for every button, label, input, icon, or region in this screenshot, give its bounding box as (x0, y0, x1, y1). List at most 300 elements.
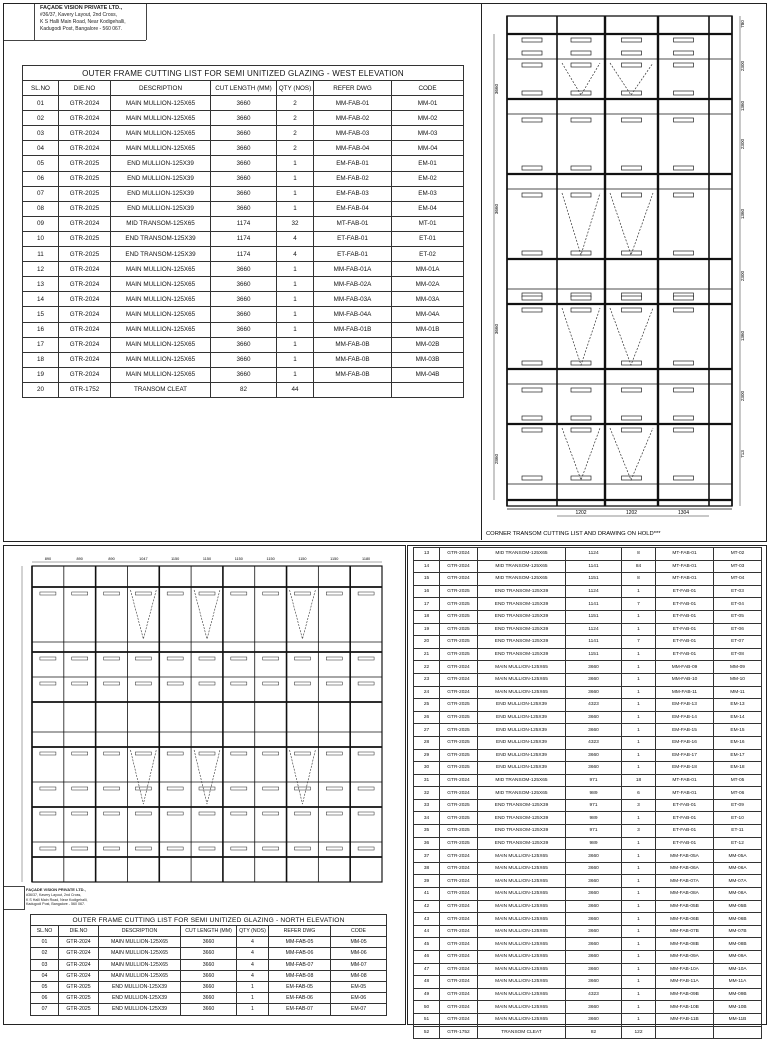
opening-diagonal (562, 308, 600, 365)
table-row (414, 787, 762, 800)
table-cell: 3660 (181, 981, 237, 992)
table-cell: MAIN MULLION-125X65 (478, 1013, 566, 1026)
table-cell: MAIN MULLION-125X65 (111, 96, 211, 111)
table-cell: 3660 (211, 186, 277, 201)
table-cell: MM-03 (392, 126, 464, 141)
table-row (23, 322, 464, 337)
title-block-logo-area (4, 886, 25, 910)
fixing-slot (674, 416, 694, 420)
table-row (414, 875, 762, 888)
table-cell (656, 1026, 714, 1039)
table-cell: MT-FAB-01 (656, 573, 714, 586)
table-cell: EM-04 (392, 201, 464, 216)
fixing-slot (622, 118, 642, 122)
opening-diagonal (194, 590, 220, 639)
table-cell: END MULLION-125X39 (99, 993, 181, 1004)
table-cell: GTR-2024 (440, 673, 478, 686)
table-cell: ET-12 (714, 837, 762, 850)
table-cell: 1 (622, 812, 656, 825)
table-cell: 3660 (566, 673, 622, 686)
table-cell: GTR-2024 (440, 925, 478, 938)
table-cell: MAIN MULLION-125X65 (111, 352, 211, 367)
table-cell: ET-06 (714, 623, 762, 636)
west-elevation-sheet (3, 3, 767, 542)
opening-diagonal (562, 428, 600, 480)
fixing-slot (263, 657, 279, 660)
column-header: DESCRIPTION (111, 81, 211, 96)
table-cell: 34 (414, 812, 440, 825)
fixing-slot (358, 752, 374, 755)
dimension-label: 2300 (740, 390, 745, 402)
table-row (414, 774, 762, 787)
table-cell: 989 (566, 787, 622, 800)
table-cell: GTR-2024 (440, 963, 478, 976)
table-cell: 04 (23, 141, 59, 156)
dimension-label: 3660 (494, 83, 499, 95)
table-cell: MM-04 (392, 141, 464, 156)
table-cell: GTR-2024 (440, 913, 478, 926)
table-cell: 11 (23, 247, 59, 262)
dimension-label: 1150 (171, 557, 180, 561)
table-row (31, 1004, 387, 1015)
table-cell: GTR-2024 (59, 948, 99, 959)
table-cell: 4323 (566, 699, 622, 712)
table-cell: MM-FAB-07 (269, 959, 331, 970)
table-row (31, 959, 387, 970)
column-header: SL.NO (23, 81, 59, 96)
opening-diagonal (290, 590, 316, 639)
table-row (414, 825, 762, 838)
table-cell: 03 (31, 959, 59, 970)
fixing-slot (199, 592, 215, 595)
dimension-label: 1150 (266, 557, 275, 561)
table-cell: ET-FAB-01 (656, 610, 714, 623)
fixing-slot (294, 682, 310, 685)
table-row (23, 262, 464, 277)
table-cell: MM-04A (392, 307, 464, 322)
fixing-slot (104, 847, 120, 850)
dimension-label: 3660 (494, 203, 499, 215)
table-cell: GTR-2025 (59, 981, 99, 992)
table-cell: GTR-2025 (59, 993, 99, 1004)
table-cell: END MULLION-125X39 (111, 156, 211, 171)
fixing-slot (358, 682, 374, 685)
fixing-slot (167, 752, 183, 755)
table-cell: MT-01 (392, 216, 464, 231)
column-header: CUT LENGTH (MM) (211, 81, 277, 96)
table-row (414, 636, 762, 649)
table-cell: 3660 (566, 711, 622, 724)
fixing-slot (135, 682, 151, 685)
table-row (414, 850, 762, 863)
table-cell: END TRANSOM-125X39 (111, 231, 211, 246)
opening-diagonal (562, 63, 600, 95)
fixing-slot (358, 812, 374, 815)
table-row (414, 610, 762, 623)
table-row (23, 352, 464, 367)
table-cell: 32 (277, 216, 314, 231)
table-cell: MM-10A (714, 963, 762, 976)
fixing-slot (622, 428, 642, 432)
dimension-label: 1360 (740, 330, 745, 342)
dimension-label: 3660 (494, 323, 499, 335)
fixing-slot (104, 752, 120, 755)
fixing-slot (40, 787, 56, 790)
table-row (414, 976, 762, 989)
dimension-label: 1304 (677, 510, 690, 516)
table-row (23, 277, 464, 292)
table-cell: GTR-2024 (440, 686, 478, 699)
table-cell: MM-FAB-06 (269, 948, 331, 959)
fixing-slot (522, 193, 542, 197)
dimension-label: 890 (44, 557, 52, 561)
fixing-slot (72, 657, 88, 660)
table-cell: 06 (31, 993, 59, 1004)
table-cell: GTR-2024 (59, 970, 99, 981)
table-row (23, 126, 464, 141)
fixing-slot (571, 416, 591, 420)
table-cell: MAIN MULLION-125X65 (111, 126, 211, 141)
table-cell: 3660 (211, 171, 277, 186)
table-cell: 44 (277, 382, 314, 397)
table-cell: MM-08A (714, 888, 762, 901)
table-cell: 46 (414, 951, 440, 964)
fixing-slot (622, 308, 642, 312)
table-cell: EM-13 (714, 699, 762, 712)
table-row (414, 711, 762, 724)
table-cell: 1 (622, 951, 656, 964)
table-cell: 3660 (566, 862, 622, 875)
table-cell: 3660 (566, 686, 622, 699)
fixing-slot (40, 752, 56, 755)
fixing-slot (294, 787, 310, 790)
fixing-slot (622, 38, 642, 42)
table-cell: EM-FAB-03 (314, 186, 392, 201)
fixing-slot (571, 428, 591, 432)
fixing-slot (522, 91, 542, 95)
table-cell: MM-FAB-05 (269, 937, 331, 948)
table-cell: 8 (622, 548, 656, 561)
fixing-slot (231, 752, 247, 755)
table-cell: 04 (31, 970, 59, 981)
header-divider-vertical (146, 4, 147, 40)
table-cell: GTR-2025 (440, 623, 478, 636)
table-cell: 19 (414, 623, 440, 636)
table-cell: 2 (277, 96, 314, 111)
table-cell: 29 (414, 749, 440, 762)
fixing-slot (104, 657, 120, 660)
table-row (414, 673, 762, 686)
table-cell: GTR-1752 (440, 1026, 478, 1039)
table-cell: 3660 (211, 111, 277, 126)
table-title: OUTER FRAME CUTTING LIST FOR SEMI UNITIZED GLAZING - NORTH ELEVATION (31, 915, 387, 926)
table-cell: 3660 (211, 126, 277, 141)
fixing-slot (571, 118, 591, 122)
table-cell: MM-02A (392, 277, 464, 292)
table-row (414, 1013, 762, 1026)
fixing-slot (72, 752, 88, 755)
table-cell: MM-FAB-11A (656, 976, 714, 989)
table-cell: 1 (622, 749, 656, 762)
table-cell: 18 (622, 774, 656, 787)
table-cell: GTR-2024 (59, 959, 99, 970)
table-cell: 4 (277, 247, 314, 262)
fixing-slot (674, 193, 694, 197)
table-row (23, 96, 464, 111)
fixing-slot (522, 51, 542, 55)
table-cell: EM-FAB-15 (656, 724, 714, 737)
table-cell: 1 (622, 925, 656, 938)
table-cell: EM-FAB-06 (269, 993, 331, 1004)
fixing-slot (571, 193, 591, 197)
table-cell: ET-FAB-01 (656, 799, 714, 812)
column-header: REFER DWG (314, 81, 392, 96)
table-cell: MT-FAB-01 (656, 787, 714, 800)
table-cell: MAIN MULLION-125X65 (478, 888, 566, 901)
fixing-slot (231, 787, 247, 790)
table-row (414, 938, 762, 951)
table-cell: GTR-2024 (440, 951, 478, 964)
fixing-slot (72, 847, 88, 850)
table-cell: 47 (414, 963, 440, 976)
table-cell: END TRANSOM-125X39 (478, 812, 566, 825)
table-cell: EM-FAB-17 (656, 749, 714, 762)
table-cell (392, 382, 464, 397)
table-cell: 1 (622, 648, 656, 661)
table-row (414, 925, 762, 938)
company-name: FAÇADE VISION PRIVATE LTD., (40, 5, 123, 11)
table-row (414, 799, 762, 812)
header-divider (34, 40, 146, 41)
table-cell: END TRANSOM-125X39 (478, 610, 566, 623)
table-cell: 3660 (211, 96, 277, 111)
table-cell: MM-07 (331, 959, 387, 970)
table-cell: 4323 (566, 736, 622, 749)
table-cell: GTR-2024 (440, 900, 478, 913)
facade-outline (32, 566, 382, 882)
table-cell: ET-FAB-01 (314, 231, 392, 246)
table-cell: 13 (23, 277, 59, 292)
fixing-slot (167, 787, 183, 790)
table-cell: MM-FAB-04A (314, 307, 392, 322)
table-cell: 02 (31, 948, 59, 959)
table-row (414, 837, 762, 850)
table-row (414, 598, 762, 611)
table-cell: MID TRANSOM-125X65 (478, 548, 566, 561)
table-row (414, 1001, 762, 1014)
table-cell: MM-01A (392, 262, 464, 277)
north-elevation-cutting-list-table (30, 914, 387, 1016)
dimension-label: 780 (740, 20, 745, 28)
table-row (414, 1026, 762, 1039)
fixing-slot (40, 847, 56, 850)
table-cell: GTR-2024 (440, 988, 478, 1001)
column-header: CODE (392, 81, 464, 96)
table-cell: GTR-2024 (440, 938, 478, 951)
table-title: OUTER FRAME CUTTING LIST FOR SEMI UNITIZED GLAZING - WEST ELEVATION (23, 66, 464, 81)
column-header: DIE.NO (59, 926, 99, 937)
column-header: QTY (NOS) (277, 81, 314, 96)
table-cell: 989 (566, 837, 622, 850)
table-cell: 3660 (566, 938, 622, 951)
table-cell: MAIN MULLION-125X65 (478, 661, 566, 674)
table-cell: GTR-2024 (440, 888, 478, 901)
fixing-slot (167, 847, 183, 850)
table-cell: 24 (414, 686, 440, 699)
table-cell: MAIN MULLION-125X65 (478, 862, 566, 875)
fixing-slot (674, 91, 694, 95)
table-cell: MM-05A (714, 850, 762, 863)
table-cell: MID TRANSOM-125X65 (478, 560, 566, 573)
table-cell: ET-FAB-01 (656, 598, 714, 611)
table-cell: END MULLION-125X39 (478, 724, 566, 737)
table-cell: 1124 (566, 548, 622, 561)
fixing-slot (199, 847, 215, 850)
table-cell: MT-03 (714, 560, 762, 573)
fixing-slot (104, 682, 120, 685)
table-cell: MM-02 (392, 111, 464, 126)
table-cell: MID TRANSOM-125X65 (478, 774, 566, 787)
west-elevation-drawing (482, 4, 766, 540)
company-address-line: #36/37, Kavery Layout, 2nd Cross, (40, 12, 117, 18)
table-cell: 23 (414, 673, 440, 686)
table-cell: 3660 (566, 963, 622, 976)
dimension-label: 2300 (740, 138, 745, 150)
table-cell: EM-FAB-16 (656, 736, 714, 749)
table-cell: 3660 (566, 661, 622, 674)
table-cell: GTR-2025 (59, 156, 111, 171)
table-cell: 3660 (211, 292, 277, 307)
table-cell: MT-06 (714, 787, 762, 800)
table-cell: MM-FAB-01A (314, 262, 392, 277)
fixing-slot (571, 296, 591, 300)
table-cell: 1 (237, 1004, 269, 1015)
table-cell: ET-FAB-01 (656, 812, 714, 825)
table-cell: GTR-2025 (440, 598, 478, 611)
table-row (23, 231, 464, 246)
table-cell: 7 (622, 598, 656, 611)
dimension-label: 890 (76, 557, 83, 561)
table-cell: 41 (414, 888, 440, 901)
table-cell: MM-06B (714, 913, 762, 926)
fixing-slot (263, 847, 279, 850)
table-cell: MM-FAB-01B (314, 322, 392, 337)
table-cell: 33 (414, 799, 440, 812)
fixing-slot (294, 812, 310, 815)
table-cell: EM-FAB-07 (269, 1004, 331, 1015)
table-cell: MM-FAB-07A (656, 875, 714, 888)
company-header (40, 5, 126, 33)
table-cell: MAIN MULLION-125X65 (478, 976, 566, 989)
fixing-slot (231, 682, 247, 685)
table-cell: EM-17 (714, 749, 762, 762)
table-cell: 49 (414, 988, 440, 1001)
table-cell: MAIN MULLION-125X65 (111, 111, 211, 126)
table-row (31, 970, 387, 981)
table-row (414, 951, 762, 964)
table-cell: 52 (414, 1026, 440, 1039)
table-cell: MAIN MULLION-125X65 (478, 925, 566, 938)
table-cell: 1 (622, 938, 656, 951)
table-cell: ET-FAB-01 (656, 636, 714, 649)
table-cell: 1 (622, 1013, 656, 1026)
company-address-line: Kadugodi Post, Bangalore - 560 067. (26, 902, 85, 907)
table-cell: MAIN MULLION-125X65 (478, 951, 566, 964)
table-cell: MT-FAB-01 (656, 774, 714, 787)
table-cell: END MULLION-125X39 (478, 736, 566, 749)
column-header: CUT LENGTH (MM) (181, 926, 237, 937)
table-cell: MT-02 (714, 548, 762, 561)
fixing-slot (571, 388, 591, 392)
table-cell: MM-07A (714, 875, 762, 888)
table-cell: 27 (414, 724, 440, 737)
table-cell: GTR-2024 (440, 573, 478, 586)
dimension-label: 890 (108, 557, 115, 561)
table-cell: GTR-2024 (440, 862, 478, 875)
table-cell: 02 (23, 111, 59, 126)
table-cell: EM-FAB-01 (314, 156, 392, 171)
table-cell: 3660 (181, 993, 237, 1004)
table-row (414, 888, 762, 901)
table-cell: 1 (622, 724, 656, 737)
table-row (414, 623, 762, 636)
fixing-slot (231, 657, 247, 660)
table-cell: 51 (414, 1013, 440, 1026)
table-cell: GTR-2025 (59, 247, 111, 262)
fixing-slot (263, 682, 279, 685)
table-cell: 3660 (211, 352, 277, 367)
fixing-slot (622, 416, 642, 420)
fixing-slot (522, 251, 542, 255)
table-cell: 19 (23, 367, 59, 382)
fixing-slot (135, 812, 151, 815)
table-row (23, 141, 464, 156)
fixing-slot (522, 476, 542, 480)
table-cell: 3660 (211, 337, 277, 352)
west-elevation-cutting-list-table (22, 65, 464, 398)
table-cell: END TRANSOM-125X39 (478, 837, 566, 850)
table-row (414, 548, 762, 561)
table-row (23, 307, 464, 322)
fixing-slot (674, 428, 694, 432)
table-cell: MAIN MULLION-125X65 (111, 337, 211, 352)
table-cell: 3660 (211, 156, 277, 171)
table-cell: MAIN MULLION-125X65 (478, 938, 566, 951)
table-cell: 971 (566, 825, 622, 838)
table-cell: 1 (622, 837, 656, 850)
table-cell: MT-FAB-01 (314, 216, 392, 231)
table-cell: ET-FAB-01 (656, 837, 714, 850)
table-cell: GTR-2024 (59, 96, 111, 111)
table-cell: 1 (622, 913, 656, 926)
fixing-slot (522, 166, 542, 170)
table-cell: 42 (414, 900, 440, 913)
table-cell: 2 (277, 126, 314, 141)
table-cell: END MULLION-125X39 (478, 762, 566, 775)
table-cell: 1 (277, 156, 314, 171)
table-cell: 17 (23, 337, 59, 352)
fixing-slot (326, 787, 342, 790)
fixing-slot (522, 63, 542, 67)
table-cell: 03 (23, 126, 59, 141)
table-cell: MAIN MULLION-125X65 (478, 988, 566, 1001)
table-cell: 82 (211, 382, 277, 397)
table-cell: ET-02 (392, 247, 464, 262)
table-row (414, 963, 762, 976)
table-cell: GTR-2025 (440, 762, 478, 775)
fixing-slot (622, 166, 642, 170)
table-cell: GTR-2025 (59, 186, 111, 201)
